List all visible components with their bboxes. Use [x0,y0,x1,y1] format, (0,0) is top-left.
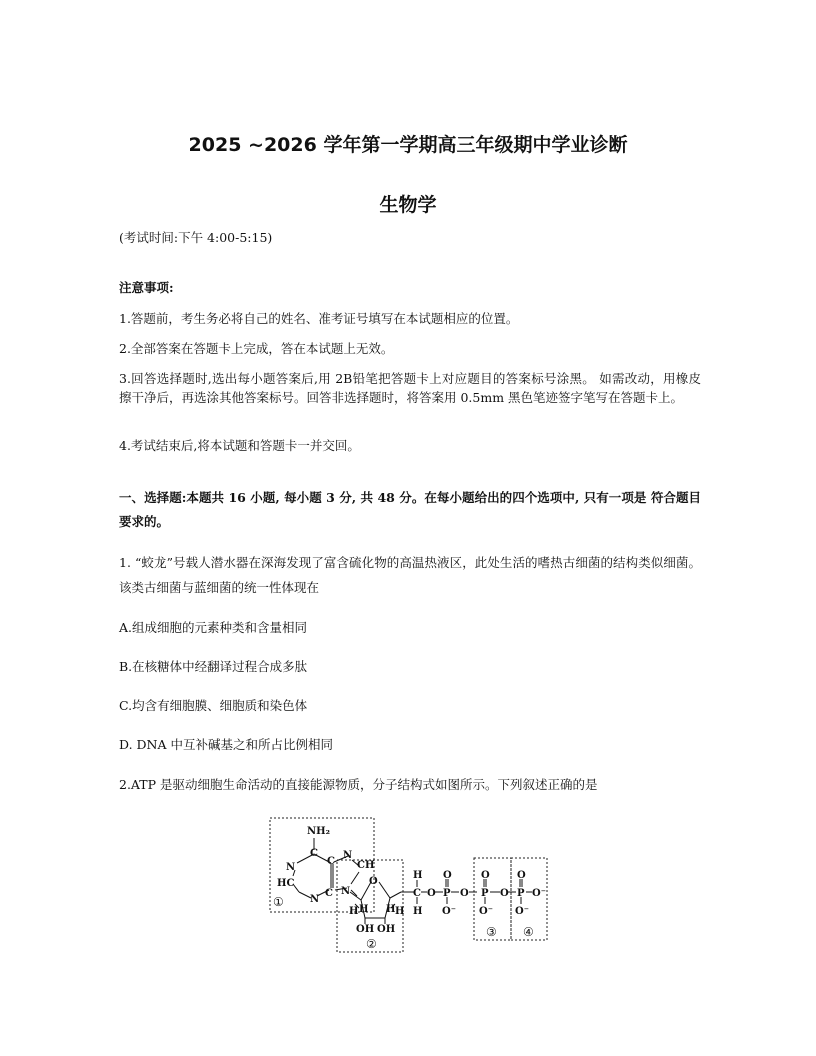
notice-item-3: 3.回答选择题时,选出每小题答案后,用 2B铅笔把答题卡上对应题目的答案标号涂黑。 如需改动，用橡皮擦干净后，再选涂其他答案标号。回答非选择题时，将答案用 0.5mm 黑色笔迹签字笔写在答题卡上。 [119,371,701,405]
svg-text:O: O [443,870,452,881]
question-1-option-d: D. DNA 中互补碱基之和所占比例相同 [119,737,333,752]
svg-text:CH: CH [357,860,375,871]
svg-text:C: C [310,848,318,859]
question-1-option-b: B.在核糖体中经翻译过程合成多肽 [119,659,308,674]
svg-text:O: O [517,870,526,881]
svg-text:C: C [413,888,421,899]
svg-text:O⁻: O⁻ [442,906,456,917]
exam-title: 2025 ~2026 学年第一学期高三年级期中学业诊断 [188,134,628,156]
svg-text:H: H [359,904,369,915]
ribose-atoms [349,876,404,935]
question-1-stem: 1. “蛟龙”号载人潜水器在深海发现了富含硫化物的高温热液区，此处生活的嗜热古细菌的结构类似细菌。该类古细菌与蓝细菌的统一性体现在 [119,555,701,595]
svg-text:N: N [343,850,353,861]
svg-text:O: O [460,888,469,899]
svg-text:O: O [481,870,490,881]
svg-text:H: H [395,906,405,917]
svg-text:C: C [325,888,333,899]
label-2: ② [366,937,377,951]
svg-text:NH₂: NH₂ [307,826,330,837]
svg-text:P: P [481,888,489,899]
label-4: ④ [523,925,534,939]
label-1: ① [273,895,284,909]
question-1-option-c: C.均含有细胞膜、细胞质和染色体 [119,698,308,713]
section-heading: 一、选择题:本题共 16 小题, 每小题 3 分, 共 48 分。在每小题给出的四个选项中, 只有一项是 符合题目要求的。 [119,490,701,529]
notice-heading: 注意事项: [119,280,174,295]
svg-text:N: N [310,894,320,905]
notice-item-1: 1.答题前，考生务必将自己的姓名、准考证号填写在本试题相应的位置。 [119,311,519,326]
svg-text:N: N [286,862,296,873]
atp-structure-diagram [255,808,565,960]
svg-text:OH: OH [356,924,375,935]
subject-title: 生物学 [379,194,437,216]
phosphate-chain-atoms [413,870,546,917]
svg-text:C: C [327,856,335,867]
svg-text:O⁻: O⁻ [515,906,529,917]
svg-text:O: O [500,888,509,899]
question-2-stem: 2.ATP 是驱动细胞生命活动的直接能源物质，分子结构式如图所示。下列叙述正确的是 [119,777,598,792]
svg-text:P: P [517,888,525,899]
label-3: ③ [486,925,497,939]
svg-text:H: H [349,906,359,917]
svg-text:O: O [369,876,378,887]
svg-text:O⁻: O⁻ [479,906,493,917]
svg-text:O⁻: O⁻ [532,888,546,899]
svg-text:H: H [386,904,396,915]
notice-item-4: 4.考试结束后,将本试题和答题卡一并交回。 [119,438,360,453]
svg-text:H: H [413,870,423,881]
svg-text:N: N [341,886,351,897]
svg-text:HC: HC [277,878,295,889]
svg-text:P: P [443,888,451,899]
svg-text:O: O [427,888,436,899]
notice-item-2: 2.全部答案在答题卡上完成，答在本试题上无效。 [119,341,394,356]
exam-time: (考试时间:下午 4:00-5:15) [119,230,273,245]
svg-text:H: H [413,906,423,917]
question-1-option-a: A.组成细胞的元素种类和含量相同 [119,620,308,635]
adenine-atoms [277,826,374,905]
svg-text:OH: OH [377,924,396,935]
